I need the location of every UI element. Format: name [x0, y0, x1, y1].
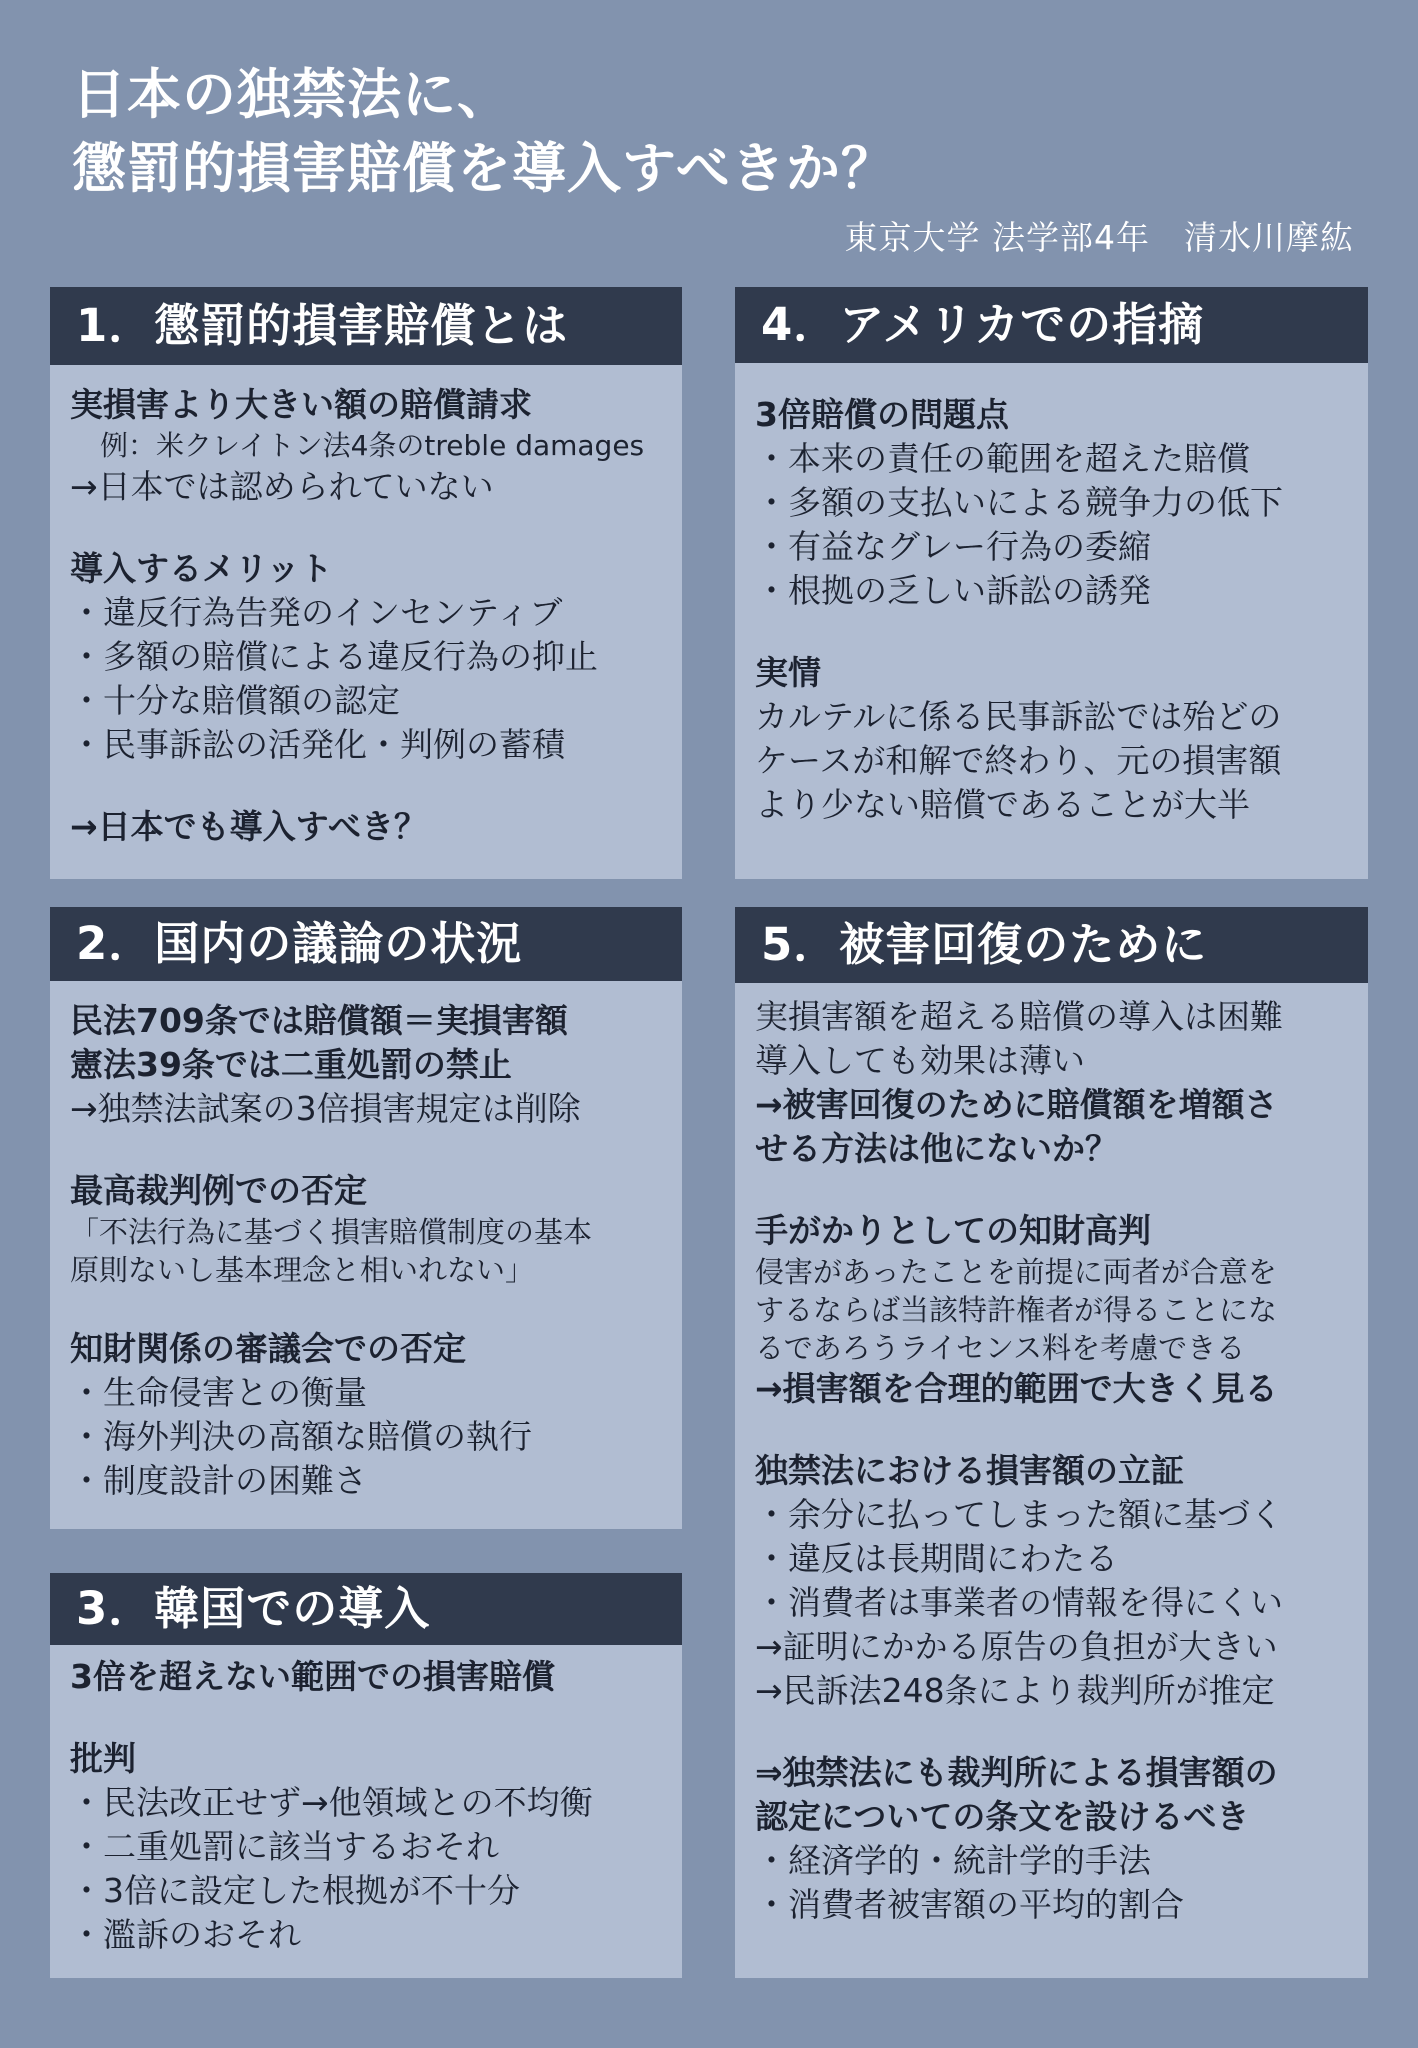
list-item: ・濫訴のおそれ — [70, 1915, 301, 1954]
list-item: ・多額の賠償による違反行為の抑止 — [70, 637, 598, 676]
p1-s2-heading: 導入するメリット — [70, 549, 333, 588]
list-item: ・十分な賠償額の認定 — [70, 681, 400, 720]
list-item: ・本来の責任の範囲を超えた賠償 — [755, 439, 1250, 478]
panel-4 — [735, 287, 1368, 879]
p3-s2-heading: 批判 — [70, 1739, 136, 1778]
list-item: ・3倍に設定した根拠が不十分 — [70, 1871, 520, 1910]
p2-s1-heading-2: 憲法39条では二重処罰の禁止 — [70, 1045, 512, 1084]
p5-s3-heading: 独禁法における損害額の立証 — [755, 1451, 1184, 1490]
panel-1-heading: 1．懲罰的損害賠償とは — [50, 287, 682, 365]
p4-s1-heading: 3倍賠償の問題点 — [755, 395, 1009, 434]
list-item: ・有益なグレー行為の委縮 — [755, 527, 1151, 566]
p5-s2-line: するならば当該特許権者が得ることにな — [755, 1293, 1278, 1327]
panel-5-heading: 5．被害回復のために — [735, 907, 1368, 983]
p4-s2-line: ケースが和解で終わり、元の損害額 — [755, 741, 1282, 780]
p4-s2-line: より少ない賠償であることが大半 — [755, 785, 1250, 824]
list-item: ・根拠の乏しい訴訟の誘発 — [755, 571, 1151, 610]
p2-s2-quote-1: 「不法行為に基づく損害賠償制度の基本 — [70, 1215, 593, 1249]
p2-s2-quote-2: 原則ないし基本理念と相いれない」 — [70, 1253, 535, 1287]
panel-2 — [50, 907, 682, 1529]
list-item: ・余分に払ってしまった額に基づく — [755, 1495, 1283, 1534]
title-line-1: 日本の独禁法に、 — [72, 63, 512, 126]
p2-s1-heading-1: 民法709条では賠償額＝実損害額 — [70, 1001, 568, 1040]
p5-s1-text-2: 導入しても効果は薄い — [755, 1041, 1085, 1080]
list-item: ・二重処罰に該当するおそれ — [70, 1827, 499, 1866]
p3-s1-heading: 3倍を超えない範囲での損害賠償 — [70, 1657, 555, 1696]
list-item: ・消費者被害額の平均的割合 — [755, 1885, 1184, 1924]
list-item: ・違反行為告発のインセンティブ — [70, 593, 563, 632]
p5-s1-bold-1: →被害回復のために賠償額を増額さ — [755, 1085, 1278, 1124]
title-line-2: 懲罰的損害賠償を導入すべきか？ — [72, 137, 896, 200]
list-item: ・生命侵害との衡量 — [70, 1373, 367, 1412]
p1-s1-example: 例：米クレイトン法4条のtreble damages — [100, 429, 645, 462]
panel-5 — [735, 907, 1368, 1978]
list-item: →証明にかかる原告の負担が大きい — [755, 1627, 1278, 1666]
list-item: ・民事訴訟の活発化・判例の蓄積 — [70, 725, 565, 764]
p5-s4-bold-2: 認定についての条文を設けるべき — [755, 1797, 1250, 1836]
panel-4-heading: 4．アメリカでの指摘 — [735, 287, 1368, 363]
p4-s2-heading: 実情 — [755, 653, 821, 692]
p2-s2-heading: 最高裁判例での否定 — [70, 1171, 367, 1210]
p5-s2-bold: →損害額を合理的範囲で大きく見る — [755, 1369, 1278, 1408]
panel-1 — [50, 287, 682, 879]
list-item: ・経済学的・統計学的手法 — [755, 1841, 1151, 1880]
p5-s2-heading: 手がかりとしての知財高判 — [755, 1211, 1151, 1250]
list-item: →民訴法248条により裁判所が推定 — [755, 1671, 1275, 1710]
list-item: ・多額の支払いによる競争力の低下 — [755, 483, 1283, 522]
list-item: ・消費者は事業者の情報を得にくい — [755, 1583, 1283, 1622]
list-item: ・制度設計の困難さ — [70, 1461, 367, 1500]
panel-3-heading: 3．韓国での導入 — [50, 1573, 682, 1645]
panel-2-heading: 2．国内の議論の状況 — [50, 907, 682, 981]
list-item: ・海外判決の高額な賠償の執行 — [70, 1417, 532, 1456]
p1-s1-text: →日本では認められていない — [70, 467, 494, 506]
p5-s2-line: るであろうライセンス料を考慮できる — [755, 1331, 1246, 1365]
page-title — [72, 58, 896, 206]
panel-3 — [50, 1573, 682, 1978]
author: 東京大学 法学部4年 清水川摩紘 — [844, 218, 1354, 257]
p1-conclusion: →日本でも導入すべき？ — [70, 807, 427, 846]
p2-s1-text: →独禁法試案の3倍損害規定は削除 — [70, 1089, 581, 1128]
list-item: ・違反は長期間にわたる — [755, 1539, 1118, 1578]
p5-s2-line: 侵害があったことを前提に両者が合意を — [755, 1255, 1277, 1289]
p5-s1-text-1: 実損害額を超える賠償の導入は困難 — [755, 997, 1283, 1036]
p2-s3-heading: 知財関係の審議会での否定 — [70, 1329, 466, 1368]
list-item: ・民法改正せず→他領域との不均衡 — [70, 1783, 593, 1822]
p4-s2-line: カルテルに係る民事訴訟では殆どの — [755, 697, 1282, 736]
p5-s4-bold-1: ⇒独禁法にも裁判所による損害額の — [755, 1753, 1278, 1792]
p1-s1-heading: 実損害より大きい額の賠償請求 — [70, 385, 532, 424]
p5-s1-bold-2: せる方法は他にないか？ — [755, 1129, 1118, 1168]
